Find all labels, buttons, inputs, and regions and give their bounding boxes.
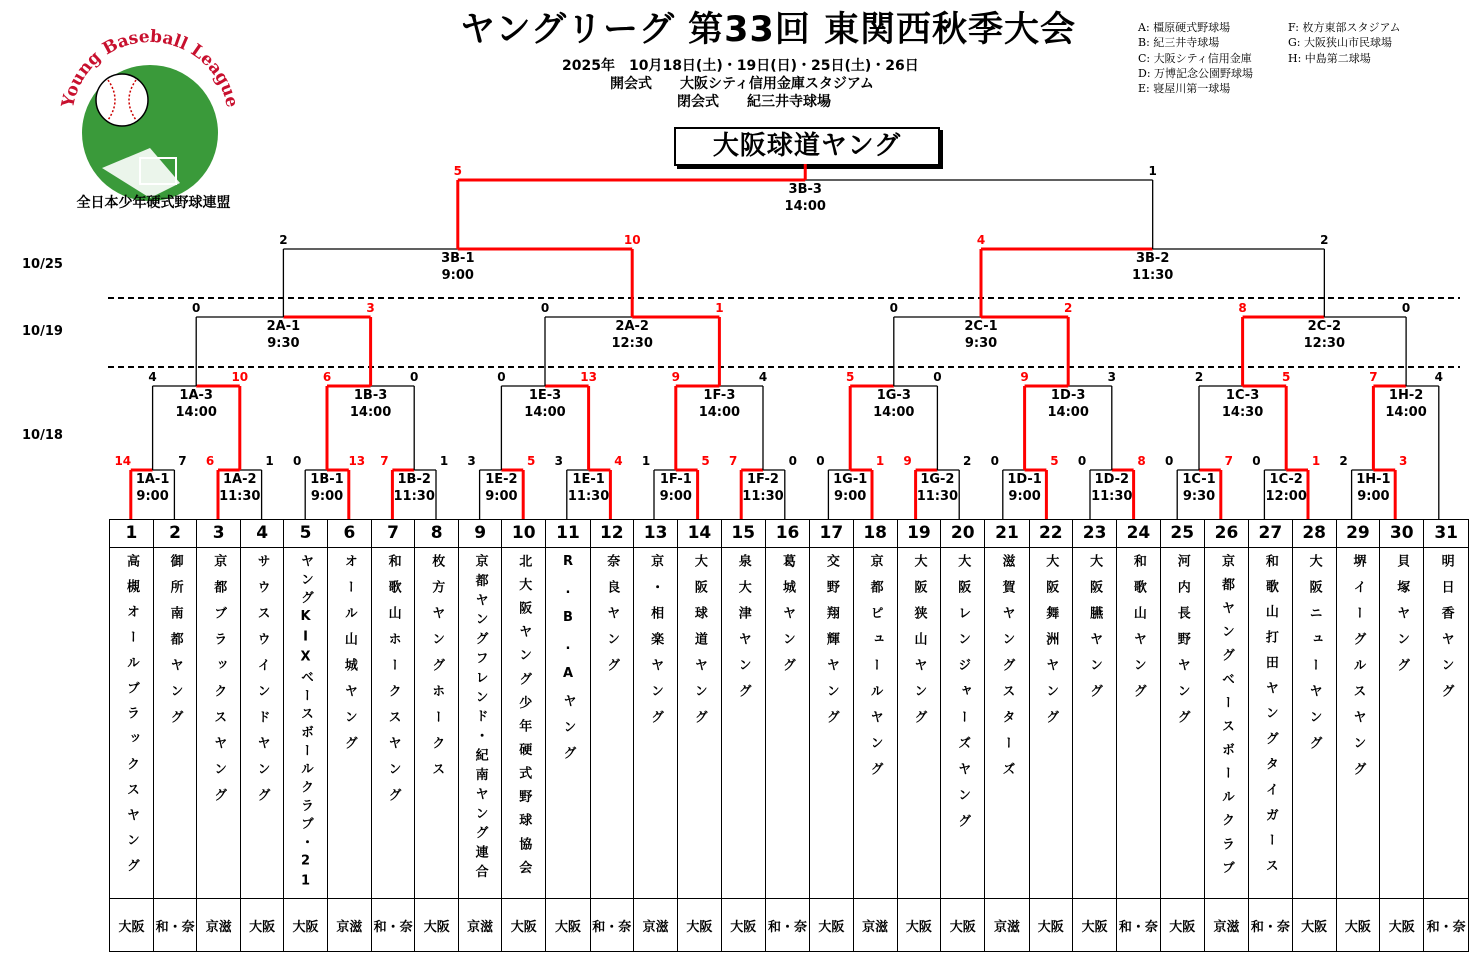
score-right: 5 xyxy=(1282,370,1291,384)
game-time: 12:30 xyxy=(611,336,653,351)
team-number: 19 xyxy=(897,520,940,548)
team-name: 和歌山ホークスヤング xyxy=(385,554,401,814)
game-time: 14:00 xyxy=(784,199,826,214)
game-id: 1C-3 xyxy=(1225,388,1260,403)
date-label-round3: 10/25 xyxy=(22,257,63,272)
game-time: 9:00 xyxy=(310,489,344,504)
team-region: 京滋 xyxy=(985,899,1029,952)
game-time: 14:00 xyxy=(524,405,566,420)
team-region: 大阪 xyxy=(415,899,459,952)
score-left: 0 xyxy=(540,301,550,315)
score-left: 14 xyxy=(114,454,132,468)
score-left: 0 xyxy=(1252,454,1261,468)
team-name: 御所南都ヤング xyxy=(167,554,183,736)
team-number: 5 xyxy=(284,520,328,548)
game-time: 14:00 xyxy=(873,405,915,420)
game-time: 11:30 xyxy=(1091,489,1133,504)
team-name: 大阪球道ヤング xyxy=(691,554,707,736)
page-title: ヤングリーグ 第33回 東関西秋季大会 xyxy=(460,10,1077,50)
game-time: 11:30 xyxy=(1131,268,1174,283)
score-right: 1 xyxy=(439,454,449,468)
team-number: 28 xyxy=(1292,520,1336,548)
score-right: 1 xyxy=(715,301,724,315)
team-name: 京都ヤングベースボールクラブ xyxy=(1218,554,1234,884)
score-left: 9 xyxy=(1020,370,1029,384)
score-left: 3 xyxy=(467,454,476,468)
team-number: 3 xyxy=(197,520,241,548)
team-region: 大阪 xyxy=(241,899,284,952)
game-id: 1E-1 xyxy=(572,472,605,487)
team-name-cell xyxy=(765,548,809,899)
score-right: 3 xyxy=(366,301,375,315)
venue-entry: H: 中島第二球場 xyxy=(1288,51,1371,65)
game-time: 9:00 xyxy=(1008,489,1041,504)
score-right: 7 xyxy=(1224,454,1233,468)
game-id: 1E-2 xyxy=(485,472,518,487)
team-region: 大阪 xyxy=(502,899,546,952)
score-left: 5 xyxy=(453,164,462,178)
game-id: 1C-1 xyxy=(1182,472,1216,487)
team-name: 滋賀ヤングスターズ xyxy=(999,554,1015,788)
score-left: 0 xyxy=(293,454,302,468)
game-time: 12:00 xyxy=(1265,489,1307,504)
team-region: 京滋 xyxy=(327,899,371,952)
team-number: 31 xyxy=(1424,520,1469,548)
team-number: 15 xyxy=(721,520,765,548)
game-time: 9:00 xyxy=(485,489,518,504)
venue-entry: B: 紀三井寺球場 xyxy=(1138,36,1220,50)
score-left: 9 xyxy=(903,454,912,468)
game-id: 1A-3 xyxy=(179,388,213,403)
team-name: 和歌山打田ヤングタイガース xyxy=(1262,554,1278,884)
team-name-cell xyxy=(678,548,721,899)
team-name-cell xyxy=(502,548,546,899)
team-name: 河内長野ヤング xyxy=(1174,554,1190,736)
score-right: 0 xyxy=(410,370,419,384)
score-right: 13 xyxy=(580,370,597,384)
score-right: 0 xyxy=(933,370,942,384)
team-number: 2 xyxy=(153,520,196,548)
score-left: 0 xyxy=(192,301,201,315)
game-time: 9:30 xyxy=(964,336,998,351)
team-name-cell xyxy=(985,548,1029,899)
team-name: 葛城ヤング xyxy=(780,554,796,684)
game-id: 1F-1 xyxy=(659,472,692,487)
team-name: 大阪狭山ヤング xyxy=(911,554,927,736)
team-name-cell xyxy=(1424,548,1469,899)
score-right: 2 xyxy=(963,454,972,468)
score-right: 10 xyxy=(231,370,249,384)
team-number: 17 xyxy=(810,520,853,548)
team-name: 明日香ヤング xyxy=(1438,554,1454,710)
game-id: 1B-3 xyxy=(353,388,388,403)
score-left: 1 xyxy=(641,454,651,468)
game-time: 11:30 xyxy=(916,489,959,504)
team-region: 大阪 xyxy=(1380,899,1424,952)
game-id: 1F-3 xyxy=(703,388,736,403)
score-right: 1 xyxy=(875,454,885,468)
team-region: 和・奈 xyxy=(1117,899,1160,952)
venue-entry: D: 万博記念公園野球場 xyxy=(1138,66,1254,80)
game-id: 1A-2 xyxy=(223,472,257,487)
team-region: 和・奈 xyxy=(371,899,414,952)
game-id: 2A-2 xyxy=(615,319,649,334)
team-region: 京滋 xyxy=(1204,899,1248,952)
game-time: 14:00 xyxy=(698,405,741,420)
champion-box: 大阪球道ヤング xyxy=(674,127,940,166)
team-number: 8 xyxy=(415,520,459,548)
team-name-cell xyxy=(241,548,284,899)
team-name-cell xyxy=(1292,548,1336,899)
score-right: 5 xyxy=(1050,454,1059,468)
game-time: 11:30 xyxy=(567,489,610,504)
game-time: 14:30 xyxy=(1221,405,1264,420)
score-left: 4 xyxy=(976,233,986,247)
score-right: 0 xyxy=(1401,301,1411,315)
team-name-cell xyxy=(197,548,241,899)
team-name: 京・相楽ヤング xyxy=(648,554,664,736)
score-left: 3 xyxy=(554,454,563,468)
team-name-cell xyxy=(1249,548,1292,899)
score-left: 6 xyxy=(322,370,332,384)
team-name-cell xyxy=(1204,548,1248,899)
team-name: 堺イーグルスヤング xyxy=(1350,554,1366,788)
team-region: 大阪 xyxy=(1160,899,1204,952)
team-number: 30 xyxy=(1380,520,1424,548)
team-region: 大阪 xyxy=(1336,899,1379,952)
game-id: 1G-3 xyxy=(876,388,911,403)
team-name-cell xyxy=(634,548,678,899)
score-right: 3 xyxy=(1399,454,1408,468)
team-name: 大阪ニューヤング xyxy=(1306,554,1322,762)
team-number: 11 xyxy=(546,520,590,548)
venue-entry: C: 大阪シティ信用金庫 xyxy=(1138,51,1252,65)
team-region: 大阪 xyxy=(1292,899,1336,952)
team-name-cell xyxy=(546,548,590,899)
team-name: R.B.Aヤング xyxy=(560,554,576,772)
score-right: 0 xyxy=(788,454,797,468)
team-number: 16 xyxy=(765,520,809,548)
game-id: 1D-2 xyxy=(1094,472,1130,487)
team-region: 大阪 xyxy=(941,899,985,952)
team-name: 泉大津ヤング xyxy=(735,554,751,710)
score-left: 0 xyxy=(816,454,825,468)
game-id: 1B-1 xyxy=(310,472,344,487)
score-right: 8 xyxy=(1137,454,1146,468)
team-number: 13 xyxy=(634,520,678,548)
team-name: 高槻オールブラックスヤング xyxy=(123,554,139,884)
team-name: 大阪レンジャーズヤング xyxy=(955,554,971,840)
team-name-cell xyxy=(1336,548,1379,899)
team-name-cell xyxy=(153,548,196,899)
team-name: 北大阪ヤング少年硬式野球協会 xyxy=(516,554,532,884)
score-right: 4 xyxy=(1434,370,1443,384)
game-time: 11:30 xyxy=(742,489,784,504)
game-time: 9:00 xyxy=(136,489,169,504)
score-right: 4 xyxy=(614,454,623,468)
team-number: 20 xyxy=(941,520,985,548)
venue-entry: G: 大阪狭山市民球場 xyxy=(1288,36,1392,50)
logo-arc-text: Young Baseball League xyxy=(58,28,242,110)
team-region: 京滋 xyxy=(853,899,897,952)
game-id: 1G-1 xyxy=(833,472,868,487)
team-name-cell xyxy=(810,548,853,899)
team-region: 和・奈 xyxy=(1424,899,1469,952)
team-number: 1 xyxy=(110,520,154,548)
team-region: 大阪 xyxy=(1029,899,1072,952)
game-time: 9:00 xyxy=(1357,489,1390,504)
team-region: 和・奈 xyxy=(765,899,809,952)
team-number: 7 xyxy=(371,520,414,548)
team-name-cell xyxy=(371,548,414,899)
team-name-cell xyxy=(459,548,502,899)
game-id: 2C-1 xyxy=(964,319,998,334)
game-id: 1D-3 xyxy=(1050,388,1086,403)
score-left: 2 xyxy=(1339,454,1348,468)
score-right: 13 xyxy=(348,454,366,468)
team-region: 京滋 xyxy=(197,899,241,952)
team-name: 和歌山ヤング xyxy=(1130,554,1146,710)
score-left: 9 xyxy=(671,370,680,384)
score-left: 0 xyxy=(889,301,898,315)
date-label-round1: 10/18 xyxy=(22,428,63,443)
game-id: 2A-1 xyxy=(266,319,301,334)
team-name: 貝塚ヤング xyxy=(1394,554,1410,684)
score-right: 2 xyxy=(1064,301,1073,315)
score-left: 0 xyxy=(1077,454,1087,468)
team-region: 京滋 xyxy=(459,899,502,952)
team-name: ヤングKIXベースボールクラブ・21 xyxy=(298,554,314,894)
team-name: 京都ヤングフレンド・紀南ヤング連合 xyxy=(472,554,488,884)
score-right: 5 xyxy=(701,454,710,468)
team-region: 大阪 xyxy=(284,899,328,952)
game-id: 3B-3 xyxy=(788,182,822,197)
game-time: 9:30 xyxy=(267,336,300,351)
score-right: 2 xyxy=(1320,233,1329,247)
team-name-cell xyxy=(721,548,765,899)
team-region: 大阪 xyxy=(546,899,590,952)
score-right: 1 xyxy=(1148,164,1157,178)
team-number: 24 xyxy=(1117,520,1160,548)
team-name-cell xyxy=(110,548,154,899)
team-name-cell xyxy=(1117,548,1160,899)
team-name-cell xyxy=(1029,548,1072,899)
score-left: 0 xyxy=(1165,454,1174,468)
team-name-cell xyxy=(327,548,371,899)
game-id: 1D-1 xyxy=(1007,472,1042,487)
team-name: 大阪臙ヤング xyxy=(1087,554,1103,710)
team-name-cell xyxy=(1072,548,1116,899)
venue-entry: E: 寝屋川第一球場 xyxy=(1138,82,1231,96)
team-region: 大阪 xyxy=(110,899,154,952)
team-number: 25 xyxy=(1160,520,1204,548)
team-region: 和・奈 xyxy=(590,899,633,952)
team-name-cell xyxy=(897,548,940,899)
score-left: 6 xyxy=(205,454,215,468)
team-number: 14 xyxy=(678,520,721,548)
venue-entry: F: 枚方東部スタジアム xyxy=(1288,21,1401,34)
team-region: 大阪 xyxy=(897,899,940,952)
score-right: 1 xyxy=(1311,454,1321,468)
game-id: 1F-2 xyxy=(747,472,779,487)
team-name-cell xyxy=(415,548,459,899)
score-left: 8 xyxy=(1238,301,1247,315)
game-time: 14:00 xyxy=(1385,405,1427,420)
closing-ceremony: 閉会式 紀三井寺球場 xyxy=(677,94,831,110)
team-number: 23 xyxy=(1072,520,1116,548)
team-name-cell xyxy=(1160,548,1204,899)
game-time: 11:30 xyxy=(219,489,261,504)
team-name: サウスウインドヤング xyxy=(254,554,270,814)
team-number: 22 xyxy=(1029,520,1072,548)
team-name-cell xyxy=(284,548,328,899)
game-time: 14:00 xyxy=(349,405,392,420)
game-time: 9:00 xyxy=(441,268,474,283)
team-number: 6 xyxy=(327,520,371,548)
team-name: 枚方ヤングホークス xyxy=(429,554,445,788)
game-id: 1E-3 xyxy=(528,388,562,403)
score-left: 5 xyxy=(846,370,855,384)
team-name: 京都ピュールヤング xyxy=(867,554,883,788)
team-name-cell xyxy=(590,548,633,899)
game-time: 14:00 xyxy=(175,405,217,420)
logo-caption: 全日本少年硬式野球連盟 xyxy=(76,195,231,211)
date-label-round2: 10/19 xyxy=(22,324,63,339)
venue-entry: A: 橿原硬式野球場 xyxy=(1138,21,1231,34)
score-left: 0 xyxy=(497,370,506,384)
team-number: 29 xyxy=(1336,520,1379,548)
team-number: 12 xyxy=(590,520,633,548)
team-name: オール山城ヤング xyxy=(341,554,357,762)
opening-ceremony: 開会式 大阪シティ信用金庫スタジアム xyxy=(610,76,874,92)
score-right: 4 xyxy=(758,370,768,384)
team-name: 大阪舞洲ヤング xyxy=(1043,554,1059,736)
team-number: 21 xyxy=(985,520,1029,548)
game-id: 3B-2 xyxy=(1135,251,1170,266)
team-name-cell xyxy=(941,548,985,899)
team-name-cell xyxy=(1380,548,1424,899)
team-region: 大阪 xyxy=(1072,899,1116,952)
game-id: 1B-2 xyxy=(397,472,431,487)
team-name-cell xyxy=(853,548,897,899)
score-left: 7 xyxy=(1369,370,1378,384)
game-time: 9:00 xyxy=(659,489,692,504)
team-region: 大阪 xyxy=(721,899,765,952)
team-region: 京滋 xyxy=(634,899,678,952)
score-right: 3 xyxy=(1107,370,1116,384)
score-right: 5 xyxy=(527,454,536,468)
game-time: 11:30 xyxy=(393,489,435,504)
score-left: 7 xyxy=(729,454,738,468)
score-left: 4 xyxy=(148,370,157,384)
score-left: 2 xyxy=(279,233,288,247)
team-region: 和・奈 xyxy=(153,899,196,952)
team-number: 4 xyxy=(241,520,284,548)
team-name: 京都ブラックスヤング xyxy=(211,554,227,814)
game-id: 1H-2 xyxy=(1388,388,1424,403)
team-name: 奈良ヤング xyxy=(604,554,620,684)
game-id: 1H-1 xyxy=(1356,472,1391,487)
score-right: 1 xyxy=(265,454,274,468)
score-right: 10 xyxy=(623,233,641,247)
game-id: 3B-1 xyxy=(441,251,475,266)
game-time: 9:00 xyxy=(834,489,867,504)
score-left: 2 xyxy=(1194,370,1204,384)
team-region: 大阪 xyxy=(810,899,853,952)
score-left: 0 xyxy=(990,454,999,468)
team-number: 26 xyxy=(1204,520,1248,548)
game-time: 9:30 xyxy=(1182,489,1216,504)
game-id: 1C-2 xyxy=(1269,472,1303,487)
team-name: 交野翔輝ヤング xyxy=(823,554,839,736)
team-region: 大阪 xyxy=(678,899,721,952)
game-id: 2C-2 xyxy=(1307,319,1342,334)
game-id: 1A-1 xyxy=(135,472,170,487)
game-time: 14:00 xyxy=(1047,405,1089,420)
tournament-dates: 2025年 10月18日(土)・19日(日)・25日(土)・26日 xyxy=(562,58,919,74)
team-region: 和・奈 xyxy=(1249,899,1292,952)
team-number: 18 xyxy=(853,520,897,548)
score-left: 7 xyxy=(380,454,389,468)
team-number: 27 xyxy=(1249,520,1292,548)
team-number: 10 xyxy=(502,520,546,548)
team-table xyxy=(109,519,1469,952)
game-time: 12:30 xyxy=(1303,336,1346,351)
team-number: 9 xyxy=(459,520,502,548)
score-right: 7 xyxy=(178,454,187,468)
game-id: 1G-2 xyxy=(920,472,955,487)
